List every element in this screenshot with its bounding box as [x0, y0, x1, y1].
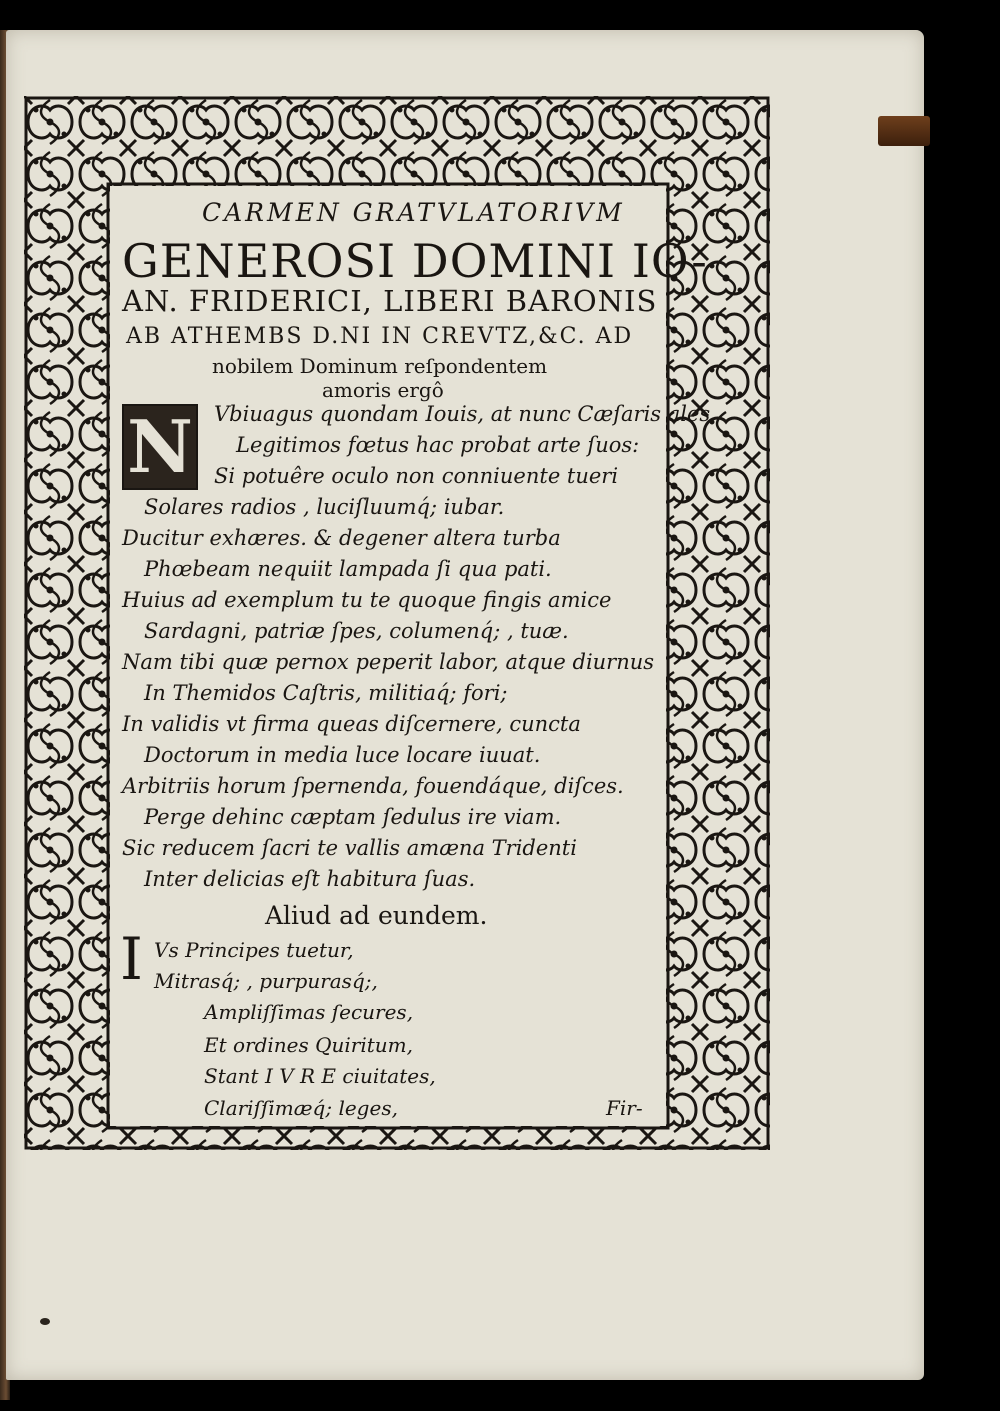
verse-line: Doctorum in media luce locare iuuat. [144, 743, 541, 767]
short-verse-line: Mitrasq́; , purpurasq́;, [154, 969, 378, 993]
verse-line: Phœbeam nequiit lampada ſi qua pati. [144, 557, 552, 581]
verse-line: Nam tibi quæ pernox peperit labor, atque diurnus [122, 650, 655, 674]
verse-line: In Themidos Caſtris, militiaq́; fori; [144, 681, 508, 705]
title-line-2: GENEROSI DOMINI IO- [122, 234, 708, 288]
short-verse-line: Vs Principes tuetur, [154, 938, 354, 962]
ink-spot [40, 1318, 50, 1325]
initial-letter-i: I [120, 925, 143, 993]
text-area [110, 186, 711, 1126]
catchword: Fir- [606, 1096, 643, 1120]
verse-line: Ducitur exhæres. & degener altera turba [122, 526, 561, 550]
verse-line: Vbiuagus quondam Iouis, at nunc Cæſaris ales [214, 402, 711, 426]
verse-line: Si potuêre oculo non conniuente tueri [214, 464, 619, 488]
section-heading: Aliud ad eundem. [265, 901, 488, 930]
title-line-3: AN. FRIDERICI, LIBERI BARONIS [122, 284, 658, 318]
title-line-5: nobilem Dominum reſpondentem [212, 354, 548, 378]
short-verse-line: Ampliſſimas ſecures, [204, 1000, 414, 1024]
verse-line: Legitimos fœtus hac probat arte ſuos: [236, 433, 640, 457]
title-line-1: CARMEN GRATVLATORIVM [202, 198, 625, 227]
verse-line: Inter delicias eſt habitura ſuas. [144, 867, 476, 891]
verse-line: Sardagni, patriæ ſpes, columenq́; , tuæ. [144, 619, 569, 643]
verse-line: Huius ad exemplum tu te quoque fingis amice [122, 588, 612, 612]
short-verse-line: Et ordines Quiritum, [204, 1033, 414, 1057]
initial-letter-n: N [127, 404, 193, 489]
page-tab-marker [878, 116, 930, 146]
short-verse-line: Stant I V R E ciuitates, [204, 1064, 436, 1088]
title-line-6: amoris ergô [322, 378, 444, 402]
verse-line: Sic reducem ſacri te vallis amæna Tridenti [122, 836, 577, 860]
title-line-4: AB ATHEMBS D.NI IN CREVTZ,&C. AD [126, 324, 634, 349]
decorated-initial-n [122, 404, 198, 490]
verse-line: Solares radios , luciſluumq́; iubar. [144, 495, 505, 519]
short-verse-line: Clariſſimæq́; leges, [204, 1096, 398, 1120]
verse-line: In validis vt firma queas diſcernere, cuncta [122, 712, 581, 736]
verse-line: Arbitriis horum ſpernenda, fouendáque, diſces. [122, 774, 624, 798]
verse-line: Perge dehinc cæptam ſedulus ire viam. [144, 805, 562, 829]
